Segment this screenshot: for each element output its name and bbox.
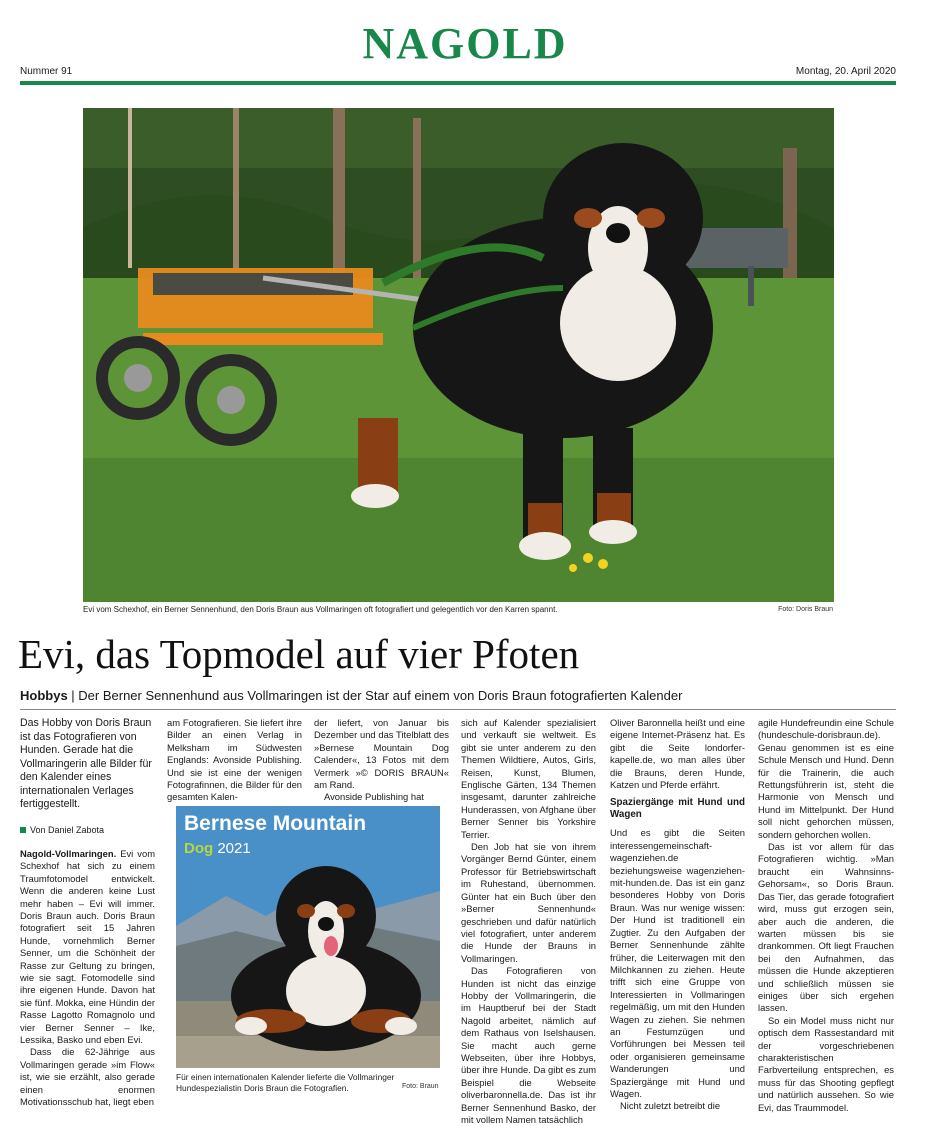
byline — [20, 824, 155, 836]
article-headline: Evi, das Topmodel auf vier Pfoten — [18, 631, 580, 677]
dateline: Nagold-Vollmaringen. — [20, 847, 117, 859]
masthead-title: NAGOLD — [362, 19, 568, 68]
calendar-credit: Foto: Braun — [402, 1083, 439, 1090]
article-kicker — [20, 688, 682, 703]
col1-p2: Dass die 62-Jährige aus Vollmaringen gerade »im Flow« ist, wie sie erzählt, also gerade einen enormen Motivationsschub hat, liegt eben — [20, 1046, 155, 1108]
calendar-title: Bernese Mountain — [184, 812, 367, 835]
calendar-cover-image — [176, 806, 440, 1068]
calendar-year: 2021 — [217, 840, 251, 857]
dog-cart-illustration — [83, 108, 834, 602]
col4-p1: sich auf Kalender spezialisiert und verkauft sie weltweit. Es gibt sie unter anderem zu den Themen Wildtiere, Autos, Girls, Reisen, Kunst, Blumen, Englische Gärten, 134 Themen insgesamt, darunter zahlreiche Hunderassen, von Afghane über Berner Senner bis Yorkshire Terrier. — [461, 717, 596, 840]
kicker-label: Hobbys — [20, 688, 68, 703]
article-column-4 — [461, 717, 596, 1126]
section-subhead: Spaziergänge mit Hund und Wagen — [610, 797, 745, 821]
col2-p1: am Fotografieren. Sie liefert ihre Bilder an einen Verlag in Melksham im Südwesten Englands: Avonside Publishing. Und sie ist eine der wenigen Fotografinnen, die Bilder für den gesamten Kalen- — [167, 717, 302, 803]
article-lead — [20, 717, 155, 812]
col4-p3: Das Fotografieren von Hunden ist nicht das einzige Hobby der Vollmaringerin, die im Hauptberuf bei der Stadt Nagold arbeitet, nämlich auf dem Rathaus von Iselshausen. Sie macht auch gerne Webseiten, über ihre Hobbys, über ihre Hunde. Da gibt es zum Beispiel die Webseite oliverbaronnella.de. Das ist ihr Berner Sennenhund Basko, der mit vollem Namen tatsächlich — [461, 965, 596, 1125]
kicker-rule — [20, 709, 896, 710]
col6-p3: So ein Model muss nicht nur optisch dem Rassestandard mit der vorgeschriebenen charakteristischen Farbverteilung entsprechen, es muss für das Shooting gepflegt und natürlich aussehen. So wie Evi, das Traummodel. — [758, 1014, 894, 1113]
calendar-subtitle — [184, 840, 251, 857]
col6-p2: Das ist vor allem für das Fotografieren wichtig. »Man braucht ein Wahnsinns-Gehorsam«, so Doris Braun. Das Tier, das gerade fotografiert wird, muss gut erzogen sein, aber auch die anderen, die warten müssen bis sie drankommen. Oft liegt Frauchen bei den Aufnahmen, das müssen die Hunde akzeptieren und schließlich müssen sie einiges über sich ergehen lassen. — [758, 841, 894, 1014]
article-column-2 — [167, 717, 302, 804]
photo-credit: Foto: Doris Braun — [778, 606, 833, 613]
article-column-1 — [20, 717, 155, 1108]
calendar-dog-word: Dog — [184, 840, 214, 857]
kicker-text: | Der Berner Sennenhund aus Vollmaringen ist der Star auf einem von Doris Braun fotografierten Kalender — [71, 688, 683, 703]
article-column-3 — [314, 717, 449, 804]
byline-text: Von Daniel Zabota — [30, 824, 105, 835]
col3-p1: der liefert, von Januar bis Dezember und das Titelblatt des »Bernese Mountain Dog Calender«, 13 Fotos mit dem Vermerk »© DORIS BRAUN« am Rand. — [314, 717, 449, 791]
article-column-6 — [758, 717, 894, 1114]
col5-p3: Nicht zuletzt betreibt die — [620, 1100, 721, 1112]
col5-p2: Und es gibt die Seiten interessengemeinschaft-wagenziehen.de beziehungsweise wagenziehen-mit-hunden.de. Das ist ein ganz besonderes Hobby von Doris Braun. Was nur wenige wissen: Der Hund ist traditionell ein Zugtier. Zu den Aufgaben der Berner Sennenhunde zählte früher, die Leiterwagen mit den Milchkannen zu ziehen. Heute trifft sich eine Gruppe von Interessierten in Vollmaringen regelmäßig, um mit den Hunden Wagen zu ziehen. Sie nehmen an Festumzügen und Vorführungen bei Messen teil oder organisieren gemeinsame Wanderungen und Spaziergänge mit Hund und Wagen. — [610, 827, 745, 1099]
calendar-caption: Für einen internationalen Kalender lieferte die Vollmaringer Hundespezialistin Doris Braun die Fotografien. — [176, 1072, 395, 1093]
byline-square-icon — [20, 827, 26, 833]
col6-p1: agile Hundefreundin eine Schule (hundeschule-dorisbraun.de). Genau genommen ist es eine Schule Mensch und Hund. Denn für die Trainerin, die auch Rettungsführerin ist, steht die Harmonie von Mensch und Hund im Mittelpunkt. Der Hund soll nicht gehorchen müssen, sondern gehorchen wollen. — [758, 717, 894, 840]
col3-p2: Avonside Publishing hat — [324, 791, 424, 803]
col4-p2: Den Job hat sie von ihrem Vorgänger Bernd Günter, einem Professor für Betriebswirtschaft im Ruhestand, übernommen. Günter hat ein Buch über den »Berner Sennenhund« geschrieben und dafür natürlich viel fotografiert, unter anderem die Hunde der Brauns in Vollmaringen. — [461, 841, 596, 964]
col1-p1: Evi vom Schexhof hat sich zu einem Traumfotomodel entwickelt. Wenn die anderen keine Lust mehr haben – Evi will immer. Doris Braun auch. Doris Braun fotografiert seit 15 Jahren Hunde, vornehmlich Berner Senner, um die Schönheit der Rasse zur Geltung zu bringen, wie sie sagt. Fotomodelle sind ihre eigenen Hunde. Davon hat sie fünf. Mokka, eine Hündin der Rasse Lagotto Romagnolo und vier Berner Senner – Ike, Lessika, Basko und eben Evi. — [20, 847, 156, 1045]
masthead-rule — [20, 81, 896, 85]
issue-number: Nummer 91 — [20, 66, 73, 77]
col5-p1: Oliver Baronnella heißt und eine eigene Internet-Präsenz hat. Es gibt die Seite londorfer-kapelle.de, wo man alles über die Brauns, deren Hunde, Katzen und Pferde erfährt. — [610, 717, 745, 791]
lead-text: Das Hobby von Doris Braun ist das Fotografieren von Hunden. Gerade hat die Vollmaringerin alle Bilder für den Kalender eines internationalen Verlages fertiggestellt. — [20, 717, 152, 810]
photo-caption: Evi vom Schexhof, ein Berner Sennenhund, den Doris Braun aus Vollmaringen oft fotografiert und gelegentlich vor den Karren spannt. — [83, 605, 558, 614]
issue-date: Montag, 20. April 2020 — [795, 66, 896, 77]
article-column-5 — [610, 717, 745, 1113]
main-photo — [83, 108, 834, 602]
body-paragraph — [20, 848, 155, 1047]
